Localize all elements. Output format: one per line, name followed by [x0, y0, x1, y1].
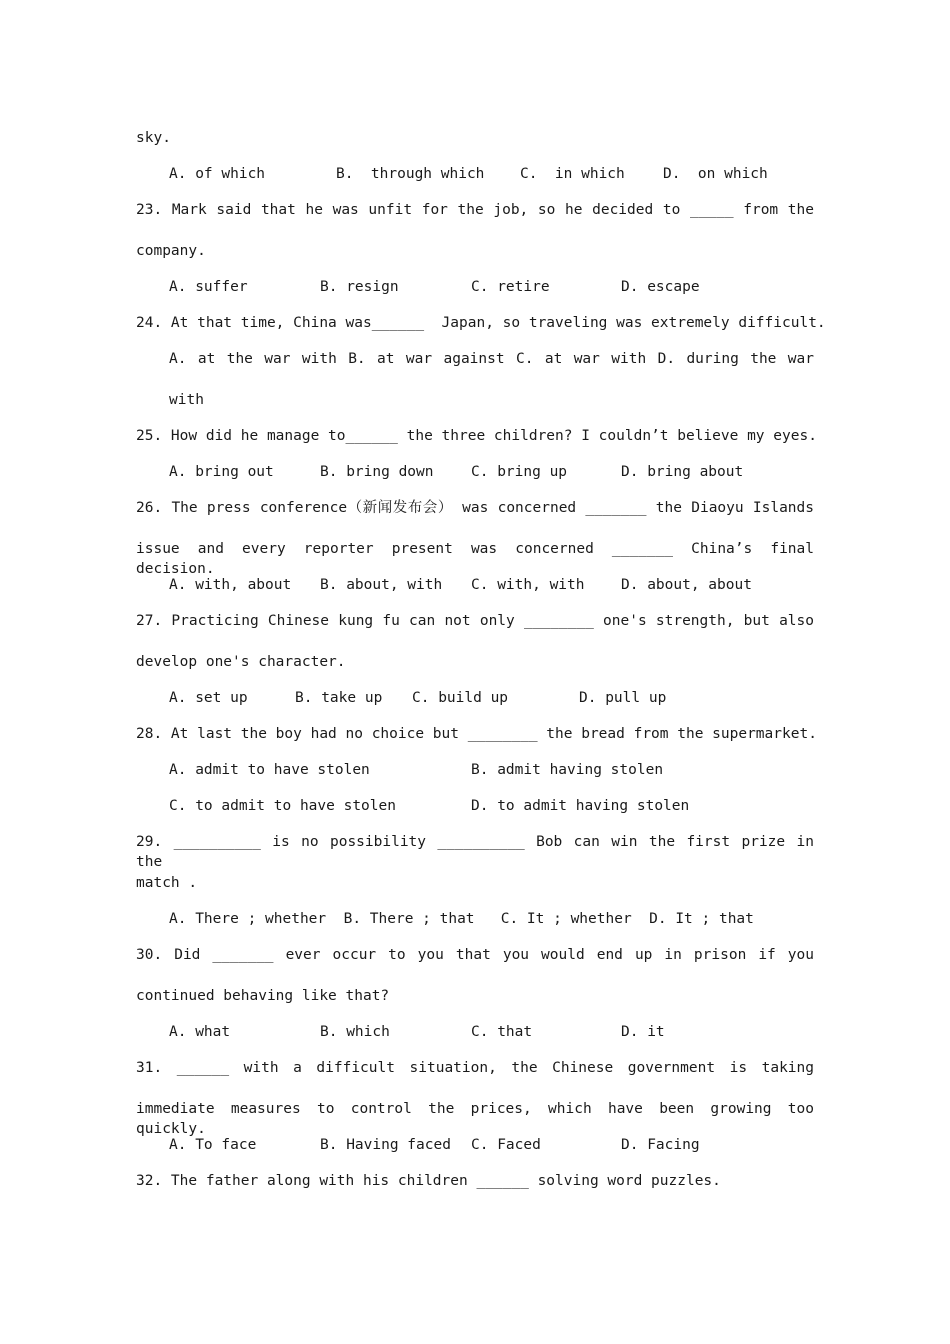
option: D. pull up — [579, 690, 667, 706]
question-line: sky. — [136, 130, 171, 146]
question-27: 27. Practicing Chinese kung fu can not only ________ one's strength, but also — [136, 613, 814, 629]
option: B. about, with — [320, 577, 443, 593]
option: C. to admit to have stolen — [169, 798, 396, 814]
question-30: 30. Did _______ ever occur to you that you would end up in prison if you — [136, 947, 814, 963]
option: A. with, about — [169, 577, 292, 593]
option: A. suffer — [169, 279, 248, 295]
question-31: 31. ______ with a difficult situation, the Chinese government is taking — [136, 1060, 814, 1076]
question-24: 24. At that time, China was______ Japan, so traveling was extremely difficult. — [136, 315, 826, 331]
option: C. bring up — [471, 464, 568, 480]
option: C. with, with — [471, 577, 585, 593]
option: A. admit to have stolen — [169, 762, 370, 778]
question-line: immediate measures to control the prices, which have been growing too quickly. — [136, 1101, 814, 1137]
question-29: 29. __________ is no possibility __________ Bob can win the first prize in the — [136, 834, 814, 870]
option: D. bring about — [621, 464, 744, 480]
option: D. about, about — [621, 577, 752, 593]
option: C. that — [471, 1024, 533, 1040]
question-line: issue and every reporter present was concerned _______ China’s final decision. — [136, 541, 814, 577]
options-row: A. at the war with B. at war against C. at war with D. during the war — [169, 351, 814, 367]
question-28: 28. At last the boy had no choice but ________ the bread from the supermarket. — [136, 726, 817, 742]
option: D. Facing — [621, 1137, 700, 1153]
question-line: company. — [136, 243, 206, 259]
question-line: match . — [136, 875, 198, 891]
question-26: 26. The press conference（新闻发布会） was concerned _______ the Diaoyu Islands — [136, 500, 814, 516]
question-23: 23. Mark said that he was unfit for the job, so he decided to _____ from the — [136, 202, 814, 218]
option: A. To face — [169, 1137, 257, 1153]
option: B. admit having stolen — [471, 762, 664, 778]
options-row: with — [169, 392, 204, 408]
option: A. of which — [169, 166, 266, 182]
option: C. retire — [471, 279, 550, 295]
option: B. which — [320, 1024, 390, 1040]
option: B. through which — [336, 166, 485, 182]
question-line: continued behaving like that? — [136, 988, 390, 1004]
option: B. bring down — [320, 464, 434, 480]
option: A. bring out — [169, 464, 274, 480]
option: D. escape — [621, 279, 700, 295]
option: C. Faced — [471, 1137, 541, 1153]
option: A. what — [169, 1024, 231, 1040]
option: B. resign — [320, 279, 399, 295]
option: A. set up — [169, 690, 248, 706]
question-line: develop one's character. — [136, 654, 346, 670]
option: D. it — [621, 1024, 665, 1040]
option: B. Having faced — [320, 1137, 451, 1153]
option: C. build up — [412, 690, 509, 706]
options-row: A. There ; whether B. There ; that C. It ; whether D. It ; that — [169, 911, 754, 927]
option: C. in which — [520, 166, 625, 182]
option: D. to admit having stolen — [471, 798, 690, 814]
question-25: 25. How did he manage to______ the three children? I couldn’t believe my eyes. — [136, 428, 817, 444]
option: B. take up — [295, 690, 383, 706]
option: D. on which — [663, 166, 768, 182]
question-32: 32. The father along with his children ______ solving word puzzles. — [136, 1173, 721, 1189]
